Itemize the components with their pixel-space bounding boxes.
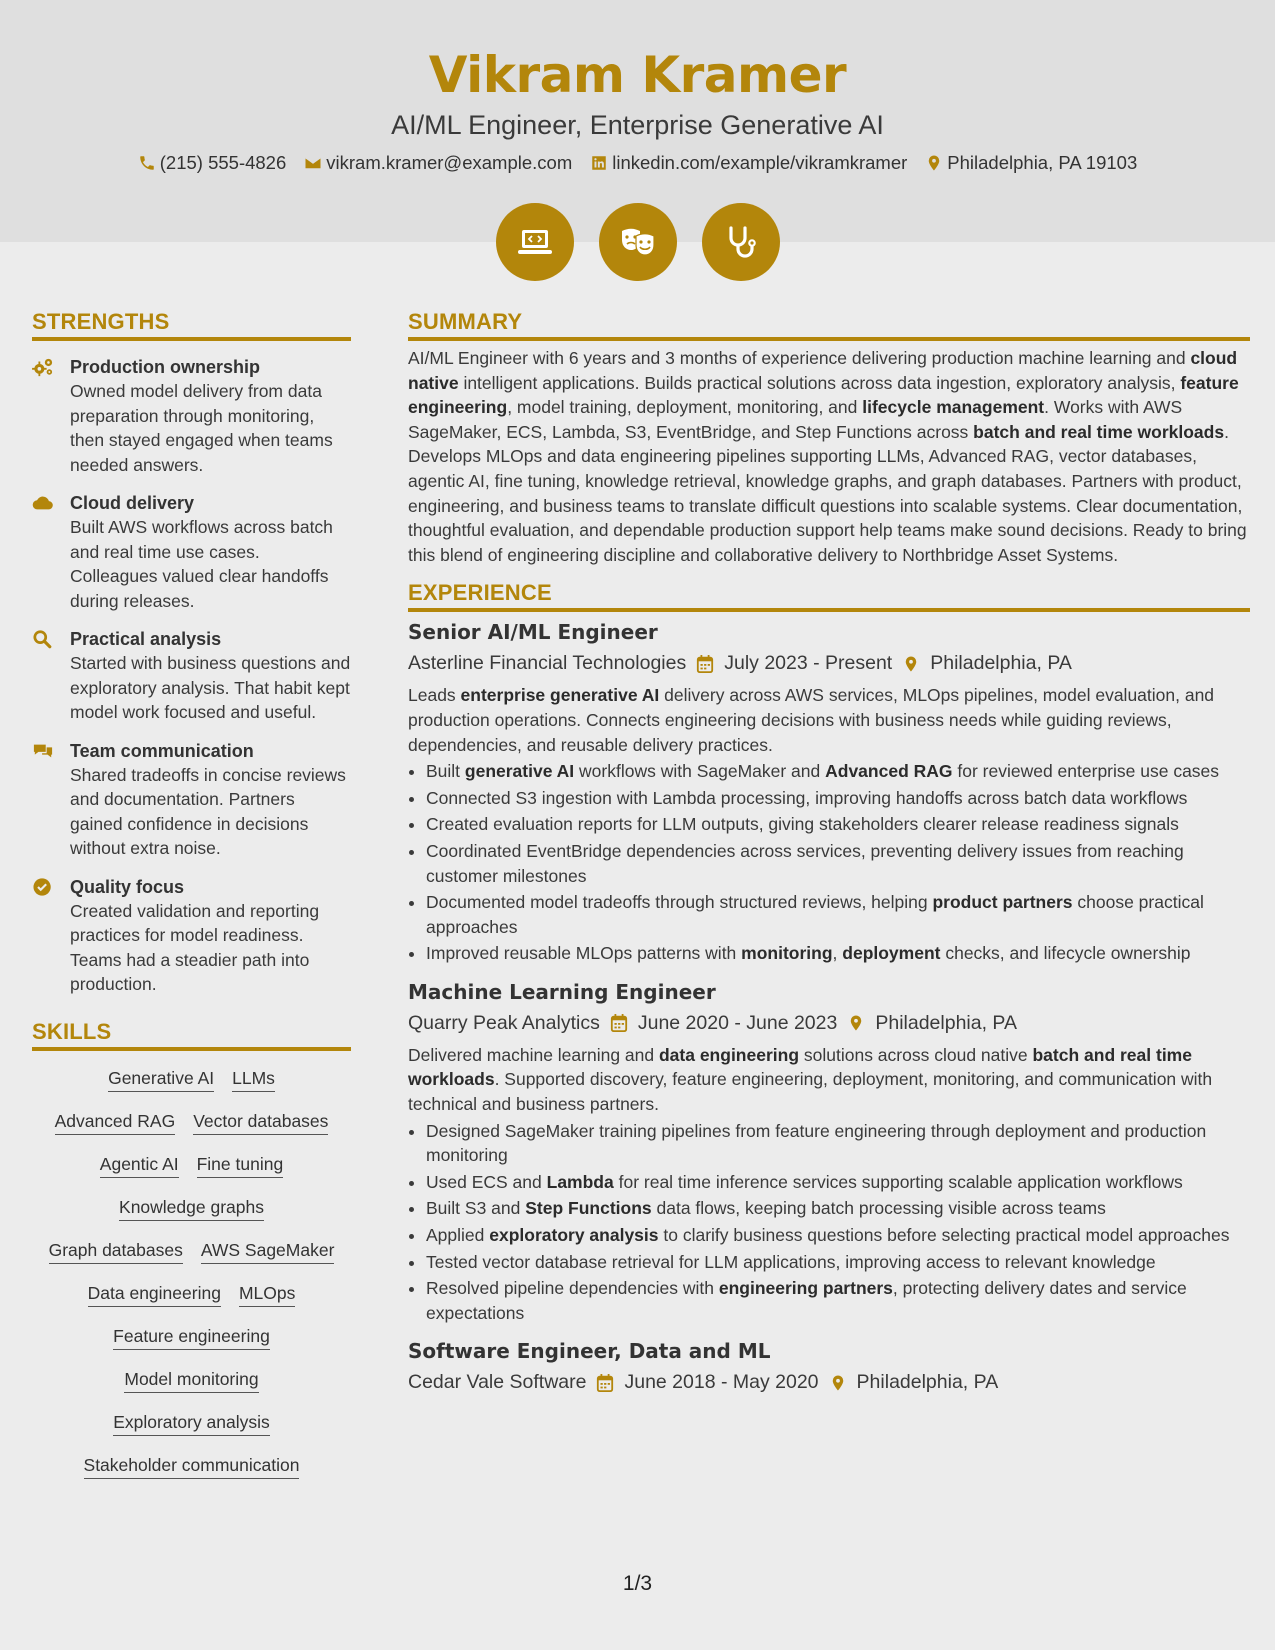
emphasis-text: generative AI bbox=[464, 761, 575, 782]
text-run: , bbox=[832, 943, 843, 964]
text-run: checks, and lifecycle ownership bbox=[940, 943, 1191, 964]
text-run: Built S3 and bbox=[426, 1198, 526, 1219]
job-company: Quarry Peak Analytics bbox=[408, 1011, 600, 1034]
strength-desc: Shared tradeoffs in concise reviews and documentation. Partners gained confidence in decisions without extra noise. bbox=[70, 764, 346, 858]
job-bullet bbox=[426, 1250, 1250, 1275]
comments-icon bbox=[32, 741, 54, 761]
text-run: Used ECS and bbox=[426, 1171, 547, 1192]
skill-tag: Fine tuning bbox=[197, 1153, 284, 1178]
text-run: Tested vector database retrieval for LLM applications, improving access to relevant knowledge bbox=[426, 1251, 1156, 1272]
job-bullets bbox=[408, 1119, 1250, 1326]
summary-heading: SUMMARY bbox=[408, 309, 1250, 341]
skill-tag: AWS SageMaker bbox=[201, 1239, 335, 1264]
text-run: Applied bbox=[426, 1225, 490, 1246]
emphasis-text: engineering partners bbox=[718, 1278, 893, 1299]
text-run: workflows with SageMaker and bbox=[574, 761, 826, 782]
text-run: Built bbox=[426, 761, 465, 782]
contact-location bbox=[925, 152, 1137, 174]
skill-tag: Stakeholder communication bbox=[84, 1454, 300, 1479]
search-icon bbox=[32, 629, 54, 649]
text-run: . Develops MLOps and data engineering pipelines supporting LLMs, Advanced RAG, vector databases, agentic AI, fine tuning, knowledge retrieval, knowledge graphs, and graph databases. Partners with product, engineering, and business teams to translate difficult questions into scalable systems. Clear documentation, thoughtful evaluation, and dependable production support help teams make sound decisions. Ready to bring this blend of engineering discipline and collaborative delivery to Northbridge Asset Systems. bbox=[408, 421, 1247, 565]
job-bullet bbox=[426, 786, 1250, 811]
text-run: solutions across cloud native bbox=[799, 1044, 1033, 1065]
emphasis-text: product partners bbox=[932, 892, 1073, 913]
experience-list bbox=[408, 620, 1250, 1394]
emphasis-text: Step Functions bbox=[525, 1198, 652, 1219]
location-pin-icon bbox=[829, 1373, 847, 1393]
emphasis-text: exploratory analysis bbox=[489, 1225, 659, 1246]
skill-tag: MLOps bbox=[239, 1282, 295, 1307]
contact-linkedin-text: linkedin.com/example/vikramkramer bbox=[612, 152, 908, 173]
laptop-code-icon bbox=[496, 203, 574, 281]
experience-heading: EXPERIENCE bbox=[408, 580, 1250, 612]
strength-desc: Started with business questions and exploratory analysis. That habit kept model work focused and useful. bbox=[70, 653, 351, 722]
text-run: AI/ML Engineer with 6 years and 3 months of experience delivering production machine learning and bbox=[408, 348, 1191, 368]
location-pin-icon bbox=[925, 154, 943, 172]
job-meta bbox=[408, 1371, 1250, 1394]
text-run: delivery across AWS services, MLOps pipelines, model evaluation, and production operations. Connects engineering decisions with business needs while guiding reviews, dependencies, and reusable delivery practices. bbox=[408, 685, 1215, 755]
theater-masks-icon bbox=[599, 203, 677, 281]
contact-linkedin[interactable] bbox=[590, 152, 907, 174]
job-company: Cedar Vale Software bbox=[408, 1371, 587, 1394]
job-bullet bbox=[426, 1223, 1250, 1248]
emphasis-text: deployment bbox=[842, 943, 941, 964]
text-run: , model training, deployment, monitoring, and bbox=[507, 397, 863, 418]
text-run: for real time inference services supporting scalable application workflows bbox=[613, 1171, 1183, 1192]
job-dates: June 2018 - May 2020 bbox=[624, 1371, 819, 1394]
text-run: data flows, keeping batch processing visible across teams bbox=[651, 1198, 1106, 1219]
strength-item bbox=[32, 355, 351, 477]
skill-tag: Vector databases bbox=[193, 1110, 328, 1135]
skill-tag: Model monitoring bbox=[124, 1368, 258, 1393]
job-bullets bbox=[408, 759, 1250, 966]
job-title: Machine Learning Engineer bbox=[408, 979, 716, 1004]
job-bullet bbox=[426, 1170, 1250, 1195]
emphasis-text: batch and real time workloads bbox=[408, 1044, 1192, 1090]
strength-item bbox=[32, 875, 351, 997]
emphasis-text: batch and real time workloads bbox=[973, 421, 1225, 442]
cloud-icon bbox=[32, 493, 54, 513]
job-bullet bbox=[426, 1196, 1250, 1221]
emphasis-text: Lambda bbox=[546, 1171, 614, 1192]
strength-title: Quality focus bbox=[70, 876, 185, 897]
strength-desc: Built AWS workflows across batch and real time use cases. Colleagues valued clear handoffs during releases. bbox=[70, 517, 333, 611]
job-bullet bbox=[426, 812, 1250, 837]
job-entry bbox=[408, 620, 1250, 966]
skill-tag: Generative AI bbox=[108, 1067, 214, 1092]
strength-title: Cloud delivery bbox=[70, 493, 195, 513]
emphasis-text: cloud native bbox=[408, 348, 1238, 393]
calendar-icon bbox=[610, 1013, 628, 1033]
strength-item bbox=[32, 627, 351, 725]
job-bullet bbox=[426, 839, 1250, 888]
job-title: Senior AI/ML Engineer bbox=[408, 620, 658, 645]
mail-icon bbox=[304, 154, 322, 172]
text-run: intelligent applications. Builds practical solutions across data ingestion, exploratory analysis, bbox=[458, 372, 1181, 393]
contact-phone-text: (215) 555-4826 bbox=[159, 152, 287, 173]
candidate-name: Vikram Kramer bbox=[428, 46, 847, 104]
job-dates: July 2023 - Present bbox=[724, 652, 893, 675]
emphasis-text: monitoring bbox=[741, 943, 833, 964]
job-bullet bbox=[426, 759, 1250, 784]
job-location: Philadelphia, PA bbox=[930, 652, 1072, 675]
text-run: for reviewed enterprise use cases bbox=[952, 761, 1220, 782]
strength-item bbox=[32, 491, 351, 613]
calendar-icon bbox=[596, 1373, 614, 1393]
job-entry bbox=[408, 1339, 1250, 1394]
job-description bbox=[408, 1043, 1250, 1117]
skill-tag: Knowledge graphs bbox=[119, 1196, 264, 1221]
job-bullet bbox=[426, 890, 1250, 939]
gears-icon bbox=[32, 357, 54, 377]
skill-tag: Graph databases bbox=[49, 1239, 183, 1264]
hobby-icons bbox=[0, 203, 1275, 281]
page-number: 1/3 bbox=[622, 1572, 653, 1595]
text-run: Connected S3 ingestion with Lambda processing, improving handoffs across batch data workflows bbox=[426, 787, 1188, 808]
skill-tag: Advanced RAG bbox=[55, 1110, 176, 1135]
emphasis-text: data engineering bbox=[658, 1044, 800, 1065]
strength-title: Team communication bbox=[70, 740, 254, 761]
strengths-heading: STRENGTHS bbox=[32, 309, 351, 341]
text-run: Documented model tradeoffs through structured reviews, helping bbox=[426, 892, 933, 913]
job-description bbox=[408, 683, 1250, 757]
location-pin-icon bbox=[902, 654, 920, 674]
skill-tag: LLMs bbox=[232, 1067, 275, 1092]
strength-title: Production ownership bbox=[70, 357, 261, 377]
emphasis-text: enterprise generative AI bbox=[460, 685, 660, 706]
emphasis-text: feature engineering bbox=[408, 372, 1239, 418]
text-run: Coordinated EventBridge dependencies across services, preventing delivery issues from reaching customer milestones bbox=[426, 840, 1184, 886]
text-run: . Works with AWS SageMaker, ECS, Lambda, S3, EventBridge, and Step Functions across bbox=[408, 397, 1183, 442]
text-run: Created evaluation reports for LLM outputs, giving stakeholders clearer release readiness signals bbox=[426, 814, 1179, 835]
calendar-icon bbox=[696, 654, 714, 674]
skill-tag: Feature engineering bbox=[113, 1325, 270, 1350]
emphasis-text: lifecycle management bbox=[862, 397, 1045, 418]
job-dates: June 2020 - June 2023 bbox=[637, 1011, 838, 1034]
text-run: Delivered machine learning and bbox=[408, 1044, 659, 1065]
job-bullet bbox=[426, 1276, 1250, 1325]
contact-email[interactable] bbox=[304, 152, 572, 174]
left-column bbox=[32, 309, 351, 1479]
contact-location-text: Philadelphia, PA 19103 bbox=[947, 152, 1138, 173]
text-run: choose practical approaches bbox=[426, 892, 1204, 937]
phone-icon bbox=[138, 154, 156, 172]
emphasis-text: Advanced RAG bbox=[825, 761, 953, 782]
skill-tag: Agentic AI bbox=[100, 1153, 179, 1178]
job-company: Asterline Financial Technologies bbox=[408, 652, 687, 675]
text-run: , protecting delivery dates and service expectations bbox=[426, 1278, 1187, 1323]
strength-desc: Owned model delivery from data preparation through monitoring, then stayed engaged when teams needed answers. bbox=[70, 381, 333, 475]
text-run: Leads bbox=[408, 685, 461, 706]
strength-title: Practical analysis bbox=[70, 629, 222, 649]
text-run: Resolved pipeline dependencies with bbox=[426, 1278, 719, 1299]
job-title: Software Engineer, Data and ML bbox=[408, 1339, 771, 1364]
strength-item bbox=[32, 739, 351, 861]
job-location: Philadelphia, PA bbox=[856, 1371, 999, 1394]
job-location: Philadelphia, PA bbox=[875, 1011, 1017, 1034]
job-meta bbox=[408, 652, 1250, 675]
contact-phone[interactable] bbox=[138, 152, 287, 174]
skills-list bbox=[32, 1067, 351, 1479]
job-meta bbox=[408, 1012, 1250, 1035]
job-entry bbox=[408, 980, 1250, 1326]
location-pin-icon bbox=[847, 1013, 865, 1033]
linkedin-icon bbox=[590, 154, 608, 172]
contact-email-text: vikram.kramer@example.com bbox=[326, 152, 573, 173]
text-run: Improved reusable MLOps patterns with bbox=[426, 943, 742, 964]
contact-bar bbox=[0, 152, 1275, 174]
text-run: . Supported discovery, feature engineering, deployment, monitoring, and communication with technical and business partners. bbox=[408, 1069, 1213, 1115]
right-column bbox=[408, 309, 1250, 1394]
text-run: to clarify business questions before selecting practical model approaches bbox=[658, 1225, 1230, 1246]
text-run: Designed SageMaker training pipelines from feature engineering through deployment and production monitoring bbox=[426, 1120, 1207, 1166]
job-bullet bbox=[426, 1119, 1250, 1168]
skill-tag: Data engineering bbox=[88, 1282, 221, 1307]
check-circle-icon bbox=[32, 877, 54, 897]
skill-tag: Exploratory analysis bbox=[113, 1411, 270, 1436]
skills-heading: SKILLS bbox=[32, 1019, 351, 1051]
summary-text bbox=[408, 346, 1250, 567]
strength-desc: Created validation and reporting practices for model readiness. Teams had a steadier path into production. bbox=[70, 900, 320, 994]
job-bullet bbox=[426, 941, 1250, 966]
candidate-title: AI/ML Engineer, Enterprise Generative AI bbox=[391, 110, 884, 140]
stethoscope-icon bbox=[702, 203, 780, 281]
